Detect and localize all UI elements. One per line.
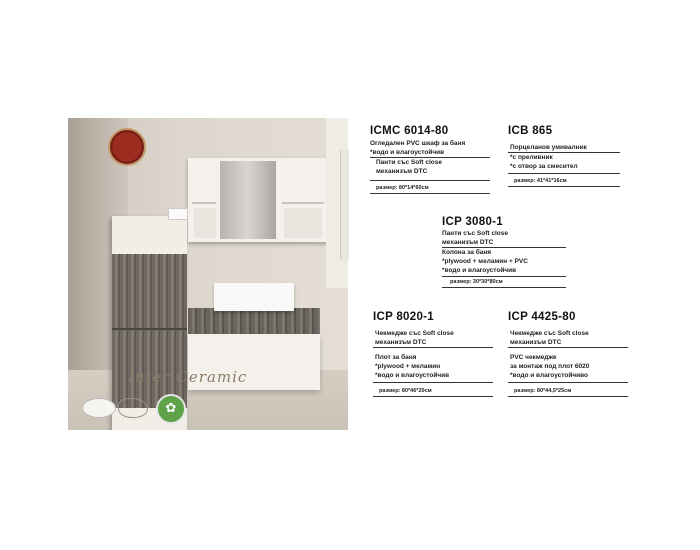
product-line: Колона за баня [442, 249, 492, 256]
product-line: механизъм DTC [375, 339, 427, 346]
product-icp-8020-1 [373, 311, 503, 397]
product-code: ICB 865 [508, 125, 553, 137]
cubby-right [284, 208, 322, 238]
product-code: ICP 4425-80 [508, 311, 576, 323]
product-line: Огледален PVC шкаф за баня [370, 140, 466, 147]
product-size: размер: 41*41*16см [514, 178, 567, 184]
product-code: ICMC 6014-80 [370, 125, 449, 137]
brand-logo: Inter Ceramic [128, 368, 248, 386]
product-code: ICP 3080-1 [442, 216, 503, 228]
product-line: Панти със Soft close [376, 159, 442, 166]
product-icp-4425-80 [508, 311, 638, 397]
divider [373, 396, 493, 397]
product-line: Порцеланов умивалник [510, 144, 587, 151]
divider [373, 382, 493, 383]
product-line: *водо и влагоустойчив [370, 149, 445, 156]
product-size: размер: 80*14*60см [376, 185, 429, 191]
product-photo [68, 118, 348, 430]
column-seam [112, 328, 187, 330]
product-line: Плот за баня [375, 354, 417, 361]
divider [508, 396, 628, 397]
washbasin [214, 283, 294, 311]
product-line: механизъм DTC [510, 339, 562, 346]
shelf-right [282, 202, 324, 204]
right-edge-strip [340, 150, 349, 260]
countertop [188, 308, 320, 334]
badge-icon [82, 398, 116, 418]
cubby-left [194, 208, 216, 238]
quality-seal-icon [108, 128, 146, 166]
product-line: Чекмедже със Soft close [510, 330, 589, 337]
product-size: размер: 80*46*20см [379, 388, 432, 394]
product-line: механизъм DTC [376, 168, 428, 175]
divider [370, 193, 490, 194]
product-code: ICP 8020-1 [373, 311, 434, 323]
product-icp-3080-1 [442, 216, 572, 288]
divider [508, 173, 620, 174]
divider [370, 180, 490, 181]
product-line: *водо и влагоустойчив [442, 267, 517, 274]
divider [373, 347, 493, 348]
divider [508, 347, 628, 348]
product-line: *с отвор за смесител [510, 163, 578, 170]
mirror-cabinet [188, 158, 328, 242]
product-line: *водо и влагоустойчиво [510, 372, 588, 379]
divider [508, 186, 620, 187]
product-line: *водо и влагоустойчив [375, 372, 450, 379]
eco-leaf-icon: ✿ [156, 394, 186, 424]
product-line: Чекмедже със Soft close [375, 330, 454, 337]
product-line: *plywood + меламин [375, 363, 441, 370]
divider [442, 276, 566, 277]
product-line: *с преливник [510, 154, 553, 161]
product-line: механизъм DTC [442, 239, 494, 246]
product-size: размер: 30*30*80см [450, 279, 503, 285]
divider [508, 382, 628, 383]
product-line: *plywood + меламин + PVC [442, 258, 528, 265]
divider [442, 287, 566, 288]
shelf-left [192, 202, 216, 204]
product-line: за монтаж под плот 6020 [510, 363, 590, 370]
product-icb-865 [508, 125, 628, 187]
wave-icon [118, 398, 148, 418]
product-line: PVC чекмедже [510, 354, 557, 361]
soap-dish [168, 208, 188, 220]
product-icmc-6014-80 [370, 125, 500, 194]
product-size: размер: 80*44,5*25см [514, 388, 572, 394]
mirror [220, 161, 276, 239]
product-line: Панти със Soft close [442, 230, 508, 237]
